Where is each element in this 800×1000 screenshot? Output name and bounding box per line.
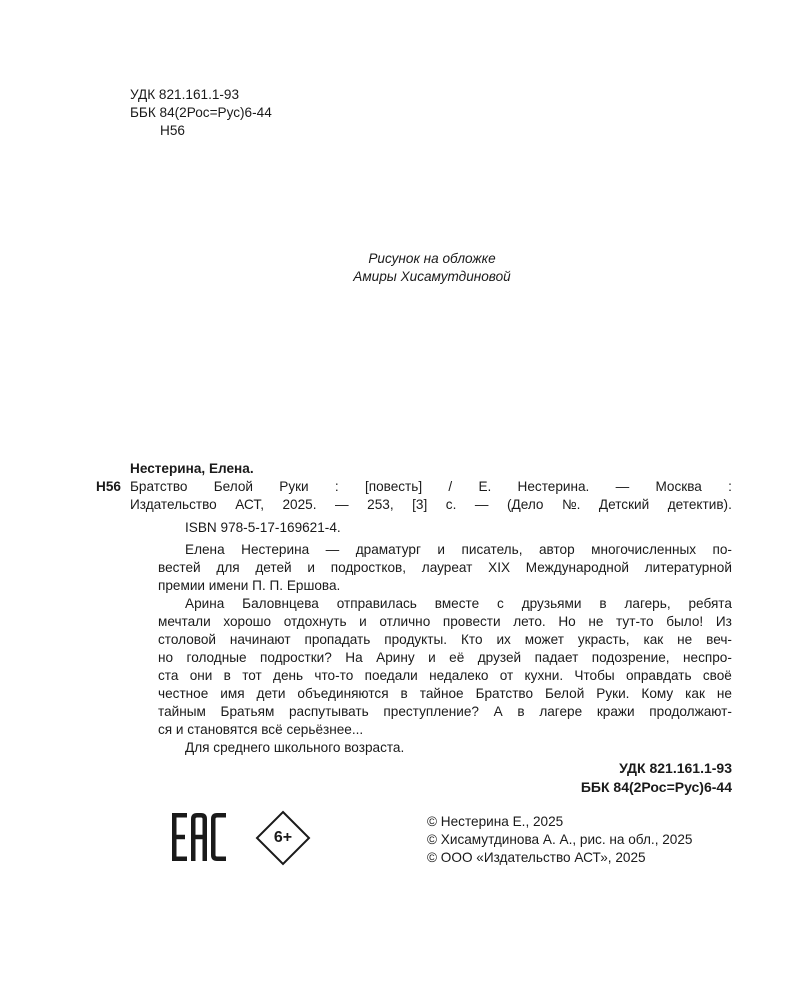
bibliographic-word: Издательство — [130, 497, 217, 512]
annotation-line — [158, 631, 732, 649]
annotation-word: не — [716, 686, 732, 701]
annotation-line: ся и становятся всё серьёзнее... — [158, 722, 364, 737]
annotation-word: Белой — [545, 686, 585, 701]
annotation-word: отдохнуть — [283, 614, 347, 629]
annotation-line — [158, 559, 732, 577]
annotation-word: в — [223, 668, 231, 683]
bibliographic-word: : — [728, 479, 732, 494]
annotation-word: Арина — [185, 596, 225, 611]
bibliographic-word: Москва — [655, 479, 702, 494]
annotation-word: они — [189, 668, 213, 683]
annotation-word: Братьям — [220, 704, 275, 719]
annotation-word: лагерь, — [624, 596, 671, 611]
annotation-word: как — [685, 686, 705, 701]
annotation-word: пропадать — [304, 632, 371, 647]
bibliographic-word: Е. — [478, 479, 492, 494]
bibliographic-word: [3] — [412, 497, 428, 512]
bibliographic-word: Белой — [213, 479, 253, 494]
annotation-word: тут-то — [616, 614, 654, 629]
annotation-word: её — [449, 650, 465, 665]
bibliographic-line-1 — [130, 478, 732, 496]
bibliographic-word: Нестерина. — [517, 479, 590, 494]
copyright-line: © Хисамутдинова А. А., рис. на обл., 2025 — [427, 832, 693, 847]
annotation-word: честное — [158, 686, 209, 701]
annotation-word: ста — [158, 668, 179, 683]
annotation-word: драматург — [355, 542, 421, 557]
annotation-word: и — [437, 542, 445, 557]
annotation-word: но — [158, 650, 174, 665]
annotation-word: Елена — [185, 542, 225, 557]
annotation-word: тот — [242, 668, 262, 683]
annotation-line: Для среднего школьного возраста. — [185, 740, 405, 755]
bibliographic-word: — — [335, 497, 349, 512]
annotation-word: На — [345, 650, 363, 665]
cover-credit-line: Рисунок на обложке — [368, 251, 496, 266]
author-sign: Н56 — [160, 123, 185, 138]
annotation-word: кухни. — [524, 668, 564, 683]
bibliographic-word: детектив). — [667, 497, 732, 512]
annotation-word: поедали — [364, 668, 418, 683]
bibliographic-word: / — [448, 479, 453, 494]
annotation-word: веч- — [706, 632, 732, 647]
udk-code: УДК 821.161.1-93 — [130, 87, 240, 102]
annotation-line — [158, 595, 732, 613]
annotation-word: и — [307, 560, 315, 575]
annotation-word: Баловнцева — [242, 596, 319, 611]
bibliographic-word: — — [615, 479, 630, 494]
annotation-word: продолжают- — [649, 704, 732, 719]
annotation-word: литературной — [644, 560, 732, 575]
annotation-word: имя — [220, 686, 245, 701]
annotation-word: Братство — [475, 686, 534, 701]
annotation-word: подозрение, — [591, 650, 670, 665]
annotation-word: может — [524, 632, 564, 647]
age-rating: 6+ — [273, 829, 293, 846]
bibliographic-word: 253, — [367, 497, 394, 512]
annotation-word: Но — [558, 614, 576, 629]
bbk-code: ББК 84(2Рос=Рус)6-44 — [130, 105, 272, 120]
bibliographic-word: — — [474, 497, 489, 512]
annotation-word: столовой — [158, 632, 216, 647]
annotation-word: что-то — [314, 668, 354, 683]
annotation-word: Чтобы — [574, 668, 615, 683]
annotation-word: вместе — [434, 596, 480, 611]
annotation-word: кражи — [596, 704, 635, 719]
annotation-word: объединяются — [297, 686, 389, 701]
annotation-word: в — [400, 686, 408, 701]
annotation-word: оправдать — [625, 668, 692, 683]
annotation-word: день — [273, 668, 304, 683]
eac-logo-icon — [172, 813, 226, 861]
bibliographic-word: Детский — [598, 497, 650, 512]
annotation-word: своё — [702, 668, 732, 683]
bibliographic-word: Братство — [130, 479, 188, 494]
annotation-word: мечтали — [158, 614, 211, 629]
annotation-word: было! — [666, 614, 704, 629]
annotation-word: Кому — [641, 686, 674, 701]
bibliographic-word: : — [334, 479, 339, 494]
annotation-word: от — [499, 668, 514, 683]
bibliographic-word: (Дело — [506, 497, 544, 512]
annotation-word: падает — [534, 650, 579, 665]
annotation-word: как — [643, 632, 664, 647]
annotation-word: многочисленных — [591, 542, 697, 557]
annotation-word: А — [493, 704, 503, 719]
bibliographic-word: 2025. — [282, 497, 317, 512]
bibliographic-line-2 — [130, 496, 732, 514]
annotation-word: в — [517, 704, 525, 719]
annotation-word: XIX — [488, 560, 511, 575]
bibliographic-word: №. — [562, 497, 581, 512]
annotation-word: подростков, — [330, 560, 407, 575]
annotation-word: и — [359, 614, 367, 629]
bibliographic-word: [повесть] — [364, 479, 423, 494]
annotation-word: — — [325, 542, 340, 557]
annotation-word: не — [677, 632, 693, 647]
header-classification — [130, 86, 272, 140]
annotation-word: преступление? — [383, 704, 479, 719]
bibliographic-record — [130, 478, 732, 514]
annotation — [158, 541, 732, 757]
annotation-word: вестей — [158, 560, 201, 575]
annotation-word: отлично — [379, 614, 431, 629]
bibliographic-word: АСТ, — [235, 497, 264, 512]
annotation-word: и — [428, 650, 436, 665]
annotation-word: тайное — [419, 686, 464, 701]
author-sign-bold: Н56 — [96, 479, 121, 494]
annotation-word: украсть, — [577, 632, 630, 647]
annotation-word: Из — [715, 614, 732, 629]
annotation-word: голодные — [186, 650, 247, 665]
annotation-word: Руки. — [596, 686, 630, 701]
footer-classification — [581, 759, 732, 797]
bbk-code-bold: ББК 84(2Рос=Рус)6-44 — [580, 779, 732, 795]
annotation-word: не — [588, 614, 604, 629]
annotation-word: дети — [256, 686, 286, 701]
annotation-line — [158, 613, 732, 631]
annotation-line — [158, 685, 732, 703]
annotation-word: друзьями — [521, 596, 582, 611]
annotation-word: продукты. — [384, 632, 448, 647]
annotation-word: начинают — [229, 632, 291, 647]
copyright-line: © ООО «Издательство АСТ», 2025 — [427, 850, 646, 865]
annotation-word: неспро- — [683, 650, 732, 665]
annotation-word: ребята — [688, 596, 732, 611]
annotation-word: распутывать — [289, 704, 369, 719]
annotation-word: автор — [538, 542, 575, 557]
annotation-word: их — [496, 632, 511, 647]
annotation-word: провести — [442, 614, 501, 629]
copyright-block — [427, 813, 692, 867]
annotation-word: подростки? — [260, 650, 332, 665]
annotation-word: друзей — [477, 650, 522, 665]
annotation-word: лауреат — [421, 560, 473, 575]
annotation-word: Нестерина — [241, 542, 310, 557]
annotation-word: для — [216, 560, 240, 575]
annotation-line — [158, 667, 732, 685]
annotation-word: Международной — [525, 560, 629, 575]
annotation-word: с — [497, 596, 504, 611]
annotation-line — [158, 541, 732, 559]
annotation-word: лето. — [513, 614, 546, 629]
author-heading: Нестерина, Елена. — [130, 461, 254, 476]
annotation-word: писатель, — [461, 542, 523, 557]
annotation-line — [158, 649, 732, 667]
annotation-word: Кто — [460, 632, 483, 647]
cover-illustration-credit — [0, 250, 800, 286]
annotation-line: премии имени П. П. Ершова. — [158, 578, 341, 593]
udk-code-bold: УДК 821.161.1-93 — [619, 760, 732, 776]
bibliographic-word: Руки — [279, 479, 309, 494]
cover-credit-artist: Амиры Хисамутдиновой — [353, 269, 511, 284]
annotation-word: детей — [255, 560, 292, 575]
annotation-word: недалеко — [429, 668, 489, 683]
annotation-word: тайным — [158, 704, 206, 719]
annotation-line — [158, 703, 732, 721]
bibliographic-word: с. — [445, 497, 457, 512]
annotation-word: по- — [712, 542, 732, 557]
annotation-word: лагере — [539, 704, 583, 719]
annotation-word: хорошо — [223, 614, 272, 629]
isbn: ISBN 978-5-17-169621-4. — [185, 520, 341, 535]
annotation-word: отправилась — [336, 596, 417, 611]
annotation-word: в — [599, 596, 607, 611]
copyright-line: © Нестерина Е., 2025 — [427, 814, 564, 829]
annotation-word: Арину — [376, 650, 415, 665]
